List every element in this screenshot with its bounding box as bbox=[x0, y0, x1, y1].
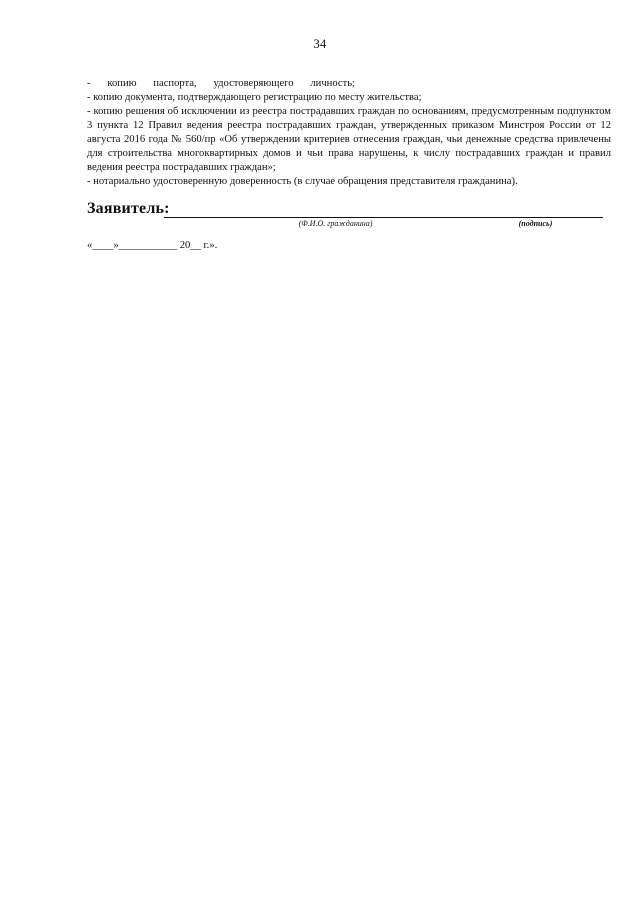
list-item-exclusion-decision: - копию решения об исключении из реестра пострадавших граждан по основаниям, предусмотренным подпунктом 3 пункта 12 Правил ведения реестра пострадавших граждан, утвержденных приказом Минстроя России от 12 августа 2016 года № 560/пр «Об утверждении критериев отнесения граждан, чьи денежные средства привлечены для строительства многоквартирных домов и чьи права нарушены, к числу пострадавших граждан и правил ведения реестра пострадавших граждан»; bbox=[87, 106, 611, 173]
applicant-name-caption: (Ф.И.О. гражданина) bbox=[298, 219, 373, 228]
applicant-signature-block bbox=[87, 200, 612, 230]
list-item-power-of-attorney: - нотариально удостоверенную доверенность (в случае обращения представителя гражданина). bbox=[87, 176, 518, 187]
signature-caption: (подпись) bbox=[518, 219, 553, 228]
document-body bbox=[87, 77, 611, 189]
list-item-registration: - копию документа, подтверждающего регистрацию по месту жительства; bbox=[87, 92, 422, 103]
signature-line bbox=[468, 217, 603, 218]
applicant-label: Заявитель: bbox=[87, 200, 170, 217]
date-line: «____»___________ 20__ г.». bbox=[87, 240, 218, 251]
page-number: 34 bbox=[313, 37, 327, 51]
applicant-name-line bbox=[164, 217, 507, 218]
list-item-passport: - копию паспорта, удостоверяющего личность; bbox=[87, 78, 355, 89]
